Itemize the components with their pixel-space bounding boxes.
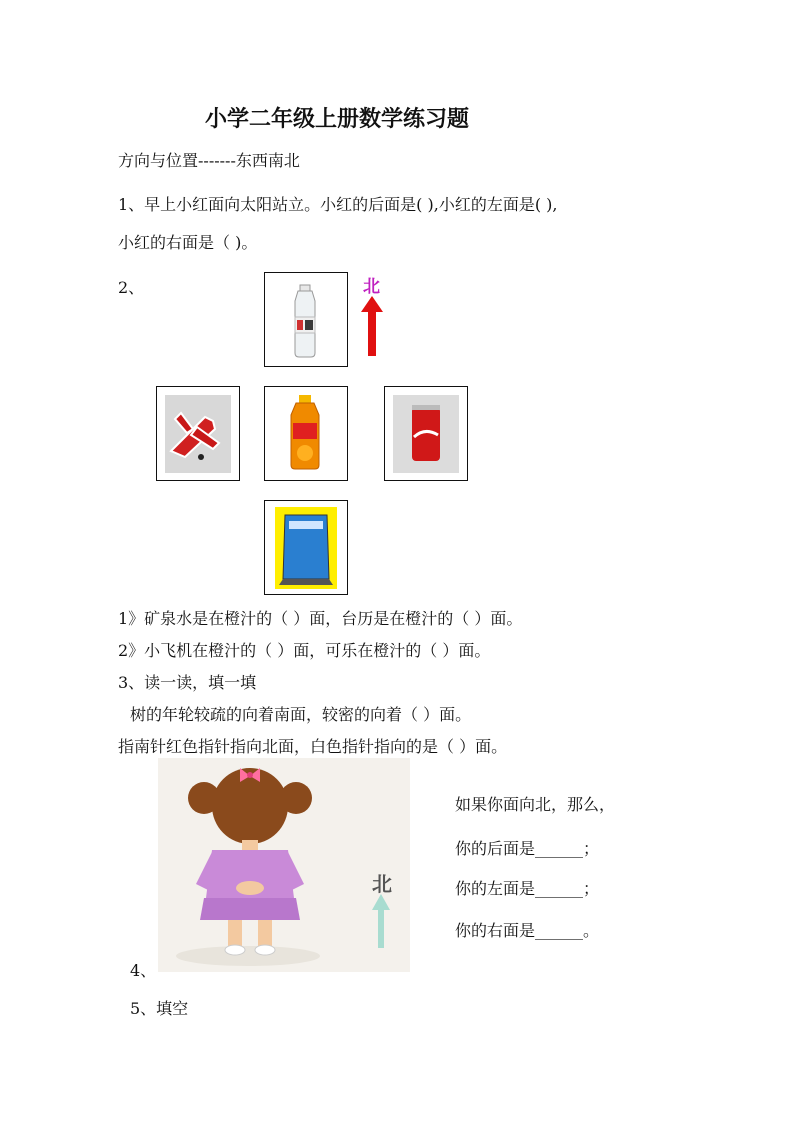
q2-sub1: 1》矿泉水是在橙汁的（ ）面，台历是在橙汁的（ ）面。 — [118, 609, 523, 628]
girl-north-label: 北 — [372, 872, 392, 896]
q2-number: 2、 — [118, 278, 145, 297]
cola-can-icon — [385, 387, 467, 480]
orange-juice-box — [264, 386, 348, 481]
toy-plane-box — [156, 386, 240, 481]
q4-line-2: 你的后面是______； — [455, 839, 600, 858]
girl-back-view-icon — [158, 758, 410, 972]
q1-line1: 1、早上小红面向太阳站立。小红的后面是( ),小红的左面是( ), — [118, 195, 558, 214]
section-subtitle: 方向与位置-------东西南北 — [118, 151, 300, 170]
cola-can-box — [384, 386, 468, 481]
q4-line-4: 你的右面是______。 — [455, 921, 600, 940]
q3-heading: 3、读一读，填一填 — [118, 673, 257, 692]
q3-line2: 指南针红色指针指向北面，白色指针指向的是（ ）面。 — [118, 737, 508, 756]
desk-calendar-box — [264, 500, 348, 595]
desk-calendar-icon — [265, 501, 347, 594]
north-label: 北 — [363, 277, 380, 297]
girl-illustration — [158, 758, 410, 972]
q4-number: 4、 — [130, 961, 157, 980]
q3-line1: 树的年轮较疏的向着南面，较密的向着（ ）面。 — [130, 705, 472, 724]
q1-line2: 小红的右面是（ )。 — [118, 233, 258, 252]
q4-line-3: 你的左面是______； — [455, 879, 600, 898]
water-bottle-icon — [265, 273, 347, 366]
q2-sub2: 2》小飞机在橙汁的（ ）面，可乐在橙汁的（ ）面。 — [118, 641, 491, 660]
q5-heading: 5、填空 — [130, 999, 189, 1018]
orange-juice-icon — [265, 387, 347, 480]
q4-line-1: 如果你面向北，那么， — [455, 795, 616, 814]
page-title: 小学二年级上册数学练习题 — [205, 106, 470, 132]
water-bottle-box — [264, 272, 348, 367]
north-arrow-icon — [361, 296, 383, 358]
toy-plane-icon — [157, 387, 239, 480]
